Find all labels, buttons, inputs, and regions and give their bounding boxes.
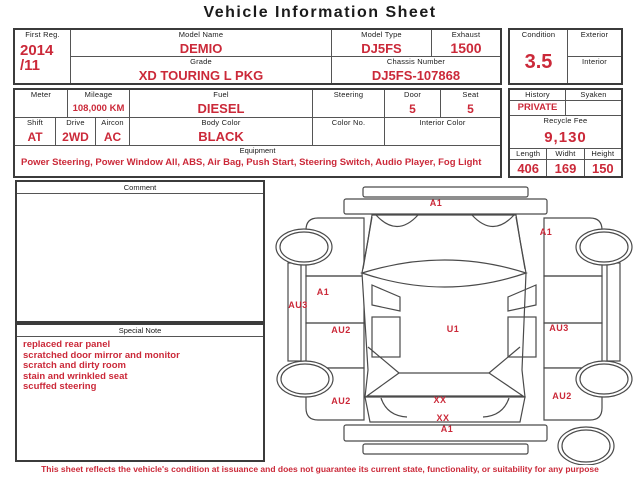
fuel-cell — [129, 90, 312, 117]
front-right-wheel — [576, 229, 632, 265]
damage-code-0: A1 — [429, 198, 443, 208]
equipment-label: Equipment — [239, 146, 276, 155]
length-cell — [510, 149, 546, 176]
model-type-value: DJ5FS — [361, 40, 402, 56]
steering-cell — [312, 90, 384, 117]
special-note-line: scratched door mirror and monitor — [23, 349, 180, 361]
color-no-value — [313, 128, 384, 145]
seat-label: Seat — [462, 90, 479, 99]
syaken-label: Syaken — [566, 90, 621, 101]
seat-value: 5 — [467, 101, 474, 116]
damage-code-5: U1 — [446, 324, 460, 334]
damage-code-7: AU2 — [331, 396, 351, 406]
spare-tire — [558, 427, 614, 465]
chassis-label: Chassis Number — [386, 57, 446, 66]
history-value: PRIVATE — [517, 102, 558, 114]
exterior-value — [568, 40, 621, 56]
front-bumper — [344, 199, 547, 214]
grade-cell — [71, 57, 331, 83]
damage-code-11: A1 — [440, 424, 454, 434]
steering-label: Steering — [333, 90, 364, 99]
length-value: 406 — [517, 160, 540, 176]
car-body-outline — [362, 215, 526, 397]
fuel-value: DIESEL — [197, 101, 245, 116]
spec-table — [13, 88, 502, 178]
color-no-label: Color No. — [331, 118, 366, 127]
interior-cell — [568, 57, 621, 83]
drive-value: 2WD — [62, 129, 89, 144]
equipment-value: Power Steering, Power Window All, ABS, Air Bag, Push Start, Steering Switch, Audio Player, Fog Light — [21, 157, 482, 168]
mileage-cell — [67, 90, 129, 117]
shift-cell — [15, 118, 55, 145]
damage-code-6: AU3 — [549, 323, 569, 333]
syaken-value — [566, 101, 621, 115]
mileage-value: 108,000 KM — [72, 102, 125, 114]
chassis-cell — [331, 57, 500, 83]
length-label: Length — [510, 149, 546, 160]
comment-label: Comment — [17, 182, 263, 194]
door-cell — [384, 90, 440, 117]
first-reg-year: 2014 — [20, 42, 54, 59]
fuel-label: Fuel — [213, 90, 229, 99]
front-left-wheel — [276, 229, 332, 265]
damage-code-10: XX — [436, 413, 450, 423]
height-value: 150 — [591, 160, 614, 176]
condition-table — [508, 28, 623, 85]
special-note-line: scratch and dirty room — [23, 360, 126, 371]
right-front-door — [544, 276, 602, 323]
special-note-line: scuffed steering — [23, 381, 97, 392]
width-label: Widht — [547, 149, 583, 160]
recycle-fee-cell — [510, 116, 621, 149]
exhaust-label: Exhaust — [451, 30, 481, 39]
interior-color-label: Interior Color — [419, 118, 466, 127]
history-cell — [510, 90, 565, 115]
interior-color-value — [385, 128, 500, 145]
chassis-value: DJ5FS-107868 — [371, 67, 461, 83]
special-note-line: replaced rear panel — [23, 339, 111, 350]
meter-value — [15, 100, 67, 117]
meter-label: Meter — [30, 90, 52, 99]
comment-body — [17, 194, 263, 321]
shift-label: Shift — [26, 118, 43, 127]
damage-code-1: A1 — [539, 227, 553, 237]
left-front-door — [306, 276, 364, 323]
model-name-label: Model Name — [178, 30, 224, 39]
door-label: Door — [403, 90, 422, 99]
recycle-fee-value: 9,130 — [544, 128, 587, 146]
condition-cell — [510, 30, 568, 83]
damage-code-3: AU3 — [288, 300, 308, 310]
steering-value — [313, 100, 384, 117]
aircon-label: Aircon — [101, 118, 124, 127]
color-no-cell — [312, 118, 384, 145]
front-trim-strip — [363, 187, 528, 197]
condition-value: 3.5 — [524, 50, 553, 73]
identity-table — [13, 28, 502, 85]
model-type-label: Model Type — [361, 30, 402, 39]
aircon-cell — [95, 118, 129, 145]
drive-label: Drive — [66, 118, 85, 127]
rear-right-wheel — [576, 361, 632, 397]
damage-code-8: AU2 — [552, 391, 572, 401]
shift-value: AT — [27, 129, 43, 144]
first-reg-cell — [15, 30, 71, 83]
body-color-cell — [129, 118, 312, 145]
identity-main — [71, 30, 500, 83]
rear-left-wheel — [277, 361, 333, 397]
page-title: Vehicle Information Sheet — [203, 4, 437, 21]
body-color-label: Body Color — [201, 118, 241, 127]
first-reg-value — [15, 40, 70, 73]
model-type-cell — [331, 30, 431, 56]
special-note-label: Special Note — [17, 325, 263, 337]
right-sill — [607, 263, 620, 361]
exterior-cell — [568, 30, 621, 57]
body-color-value: BLACK — [198, 129, 244, 144]
height-label: Height — [585, 149, 621, 160]
recycle-fee-label: Recycle Fee — [543, 116, 588, 125]
damage-code-2: A1 — [316, 287, 330, 297]
door-value: 5 — [409, 101, 416, 116]
aircon-value: AC — [103, 129, 122, 144]
exhaust-cell — [431, 30, 500, 56]
interior-label: Interior — [582, 57, 607, 66]
height-cell — [584, 149, 621, 176]
exhaust-value: 1500 — [450, 40, 482, 56]
interior-color-cell — [384, 118, 500, 145]
exterior-label: Exterior — [580, 30, 609, 39]
model-name-value: DEMIO — [179, 40, 223, 56]
comment-panel — [15, 180, 265, 323]
damage-code-4: AU2 — [331, 325, 351, 335]
model-name-cell — [71, 30, 331, 56]
interior-value — [568, 67, 621, 83]
car-damage-diagram — [268, 185, 640, 465]
grade-value: XD TOURING L PKG — [138, 67, 264, 83]
history-label: History — [510, 90, 565, 101]
damage-code-9: XX — [433, 395, 447, 405]
first-reg-month: /11 — [20, 57, 41, 74]
width-cell — [546, 149, 583, 176]
grade-label: Grade — [190, 57, 212, 66]
rear-trim-strip — [363, 444, 528, 454]
mileage-label: Mileage — [84, 90, 113, 99]
meter-cell — [15, 90, 67, 117]
history-table — [508, 88, 623, 178]
special-note-panel — [15, 323, 265, 462]
syaken-cell — [565, 90, 621, 115]
width-value: 169 — [554, 160, 577, 176]
special-note-body — [17, 337, 263, 460]
left-sill — [288, 263, 301, 361]
special-note-line: stain and wrinkled seat — [23, 370, 128, 382]
drive-cell — [55, 118, 95, 145]
condition-label: Condition — [521, 30, 556, 39]
seat-cell — [440, 90, 500, 117]
first-reg-label: First Reg. — [25, 30, 60, 39]
disclaimer-text: This sheet reflects the vehicle's condition at issuance and does not guarantee its current state, functionality, or suitability for any purpose — [41, 464, 599, 474]
